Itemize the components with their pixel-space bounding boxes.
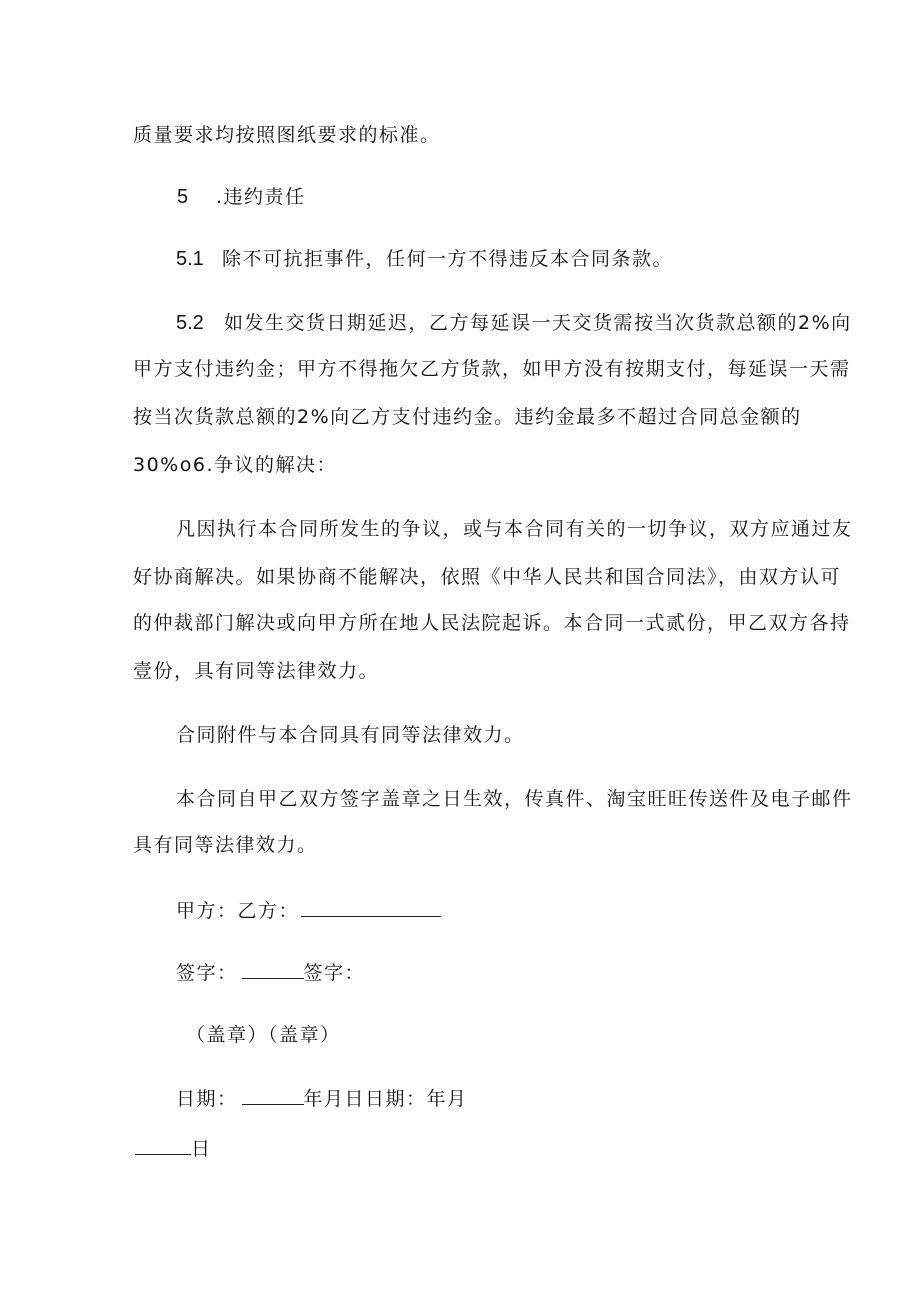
- dispute-line: 的仲裁部门解决或向甲方所在地人民法院起诉。本合同一式贰份，甲乙双方各持: [133, 612, 851, 634]
- clause-number: 5.2: [176, 312, 204, 334]
- clause-5-2: [176, 310, 204, 336]
- dispute-line: 好协商解决。如果协商不能解决，依照《中华人民共和国合同法》，由双方认可: [133, 566, 842, 588]
- party-label: 甲方：乙方：: [176, 900, 300, 922]
- effective-line: 本合同自甲乙双方签字盖章之日生效，传真件、淘宝旺旺传送件及电子邮件: [176, 788, 853, 810]
- section-title: .违约责任: [216, 186, 306, 208]
- date-text: 年月日日期：年月: [303, 1088, 468, 1110]
- party-row: [176, 898, 441, 924]
- clause-number: 5.1: [176, 248, 204, 270]
- clause-5-2-line: 按当次货款总额的2%向乙方支付违约金。违约金最多不超过合同总金额的: [133, 406, 802, 428]
- day-row: [135, 1136, 212, 1162]
- seal-row: （盖章）（盖章）: [186, 1024, 341, 1046]
- day-blank: [135, 1136, 191, 1155]
- clause-5-2-line: 如发生交货日期延迟，乙方每延误一天交货需按当次货款总额的2%向: [224, 312, 852, 334]
- signature-row: [176, 960, 365, 986]
- dispute-line: 凡因执行本合同所发生的争议，或与本合同有关的一切争议，双方应通过友: [176, 518, 853, 540]
- clause-5-2-line: 30%o6.争议的解决：: [133, 454, 337, 476]
- effective-line: 具有同等法律效力。: [133, 834, 318, 856]
- clause-5-2-line: 甲方支付违约金；甲方不得拖欠乙方货款，如甲方没有按期支付，每延误一天需: [133, 358, 851, 380]
- section-5-heading: [177, 184, 188, 210]
- sign-label: 签字：: [176, 962, 238, 984]
- date-blank: [242, 1086, 304, 1105]
- clause-5-1: [176, 246, 204, 272]
- day-suffix: 日: [191, 1138, 212, 1160]
- party-blank: [301, 898, 441, 917]
- date-row: [176, 1086, 468, 1112]
- date-label: 日期：: [176, 1088, 238, 1110]
- section-number: 5: [177, 186, 189, 208]
- clause-5-1-text: 除不可抗拒事件，任何一方不得违反本合同条款。: [222, 248, 674, 270]
- sign-label: 签字：: [303, 962, 366, 984]
- sign-blank: [242, 960, 304, 979]
- attachment-clause: 合同附件与本合同具有同等法律效力。: [176, 724, 525, 746]
- paragraph-line: 质量要求均按照图纸要求的标准。: [133, 124, 441, 146]
- dispute-line: 壹份，具有同等法律效力。: [133, 660, 380, 682]
